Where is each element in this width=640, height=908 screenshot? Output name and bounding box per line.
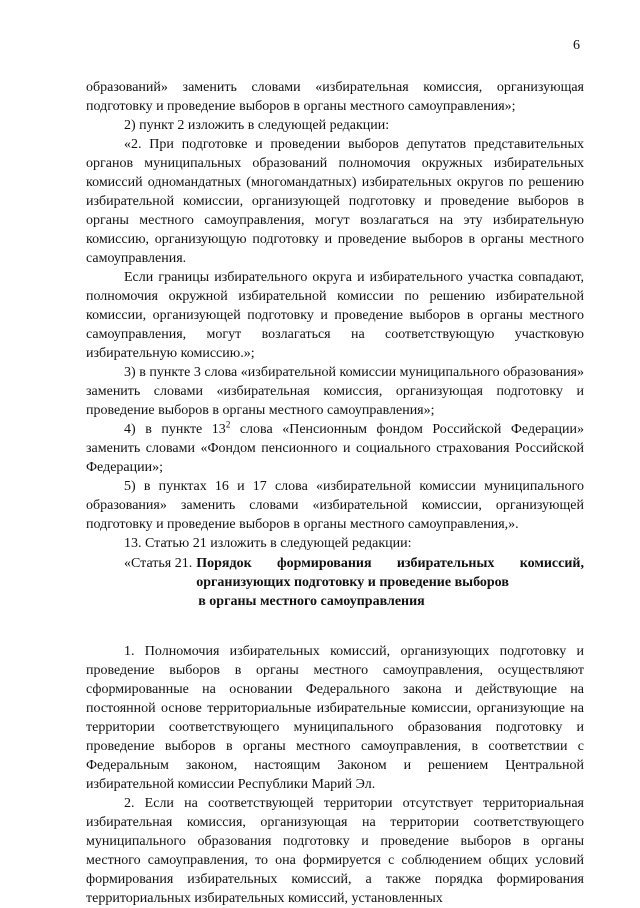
paragraph-6: 5) в пунктах 16 и 17 слова «избирательной комиссии муниципального образования» заменить словами «избирательной комиссии, организующей подготовку и проведение выборов в органы местного самоуправления,».	[86, 479, 584, 532]
paragraph-0: образований» заменить словами «избирательная комиссия, организующая подготовку и проведение выборов в органы местного самоуправления»;	[86, 80, 584, 114]
paragraph-9: 2. Если на соответствующей территории отсутствует территориальная избирательная комиссия, организующая на территории соответствующего муниципального образования подготовку и проведение выборов в органы местного самоуправления, то она формируется с соблюдением общих условий формирования избирательных комиссий, а также порядка формирования территориальных избирательных комиссий, установленных	[86, 796, 584, 906]
article-label: «Статья 21.	[124, 556, 193, 571]
paragraph-3: Если границы избирательного округа и избирательного участка совпадают, полномочия окружной избирательной комиссии по решению избирательной комиссии, организующей подготовку и проведение выборов в органы местного самоуправления, могут возлагаться на соответствующую участковую избирательную комиссию.»;	[86, 270, 584, 361]
article-heading	[86, 554, 584, 611]
paragraph-5	[86, 420, 584, 477]
page-number: 6	[573, 38, 580, 53]
superscript: 2	[225, 419, 231, 430]
paragraph-2: «2. При подготовке и проведении выборов депутатов представительных органов муниципальных образований полномочия окружных избирательных комиссий одномандатных (многомандатных) избирательных округов по решению избирательной комиссии, организующей подготовку и проведение выборов в органы местного самоуправления, могут возлагаться на эту избирательную комиссию, организующую подготовку и проведение выборов в органы местного самоуправления.	[86, 137, 584, 266]
document-body	[86, 78, 584, 908]
article-title-line1: Порядок формирования избирательных комиссий, организующих подготовку и проведение выборов	[196, 556, 584, 590]
paragraph-5-start: 4) в пункте 13	[124, 422, 226, 437]
paragraph-5-rest: слова «Пенсионным фондом Российской Федерации» заменить словами «Фондом пенсионного и социального страхования Российской Федерации»;	[86, 422, 584, 475]
spacer	[86, 611, 584, 642]
paragraph-4: 3) в пункте 3 слова «избирательной комиссии муниципального образования» заменить словами «избирательная комиссия, организующая подготовку и проведение выборов в органы местного самоуправления»;	[86, 365, 584, 418]
article-title-line2: в органы местного самоуправления	[198, 594, 425, 609]
paragraph-7: 13. Статью 21 изложить в следующей редакции:	[124, 536, 412, 551]
paragraph-8: 1. Полномочия избирательных комиссий, организующих подготовку и проведение выборов в органы местного самоуправления, осуществляют сформированные на основании Федерального закона и действующие на постоянной основе территориальные избирательные комиссии, организующие на территории соответствующего муниципального образования подготовку и проведение выборов в органы местного самоуправления, в соответствии с Федеральным законом, настоящим Законом и решением Центральной избирательной комиссии Республики Марий Эл.	[86, 644, 584, 792]
article-title	[196, 554, 584, 611]
paragraph-1: 2) пункт 2 изложить в следующей редакции:	[124, 118, 390, 133]
